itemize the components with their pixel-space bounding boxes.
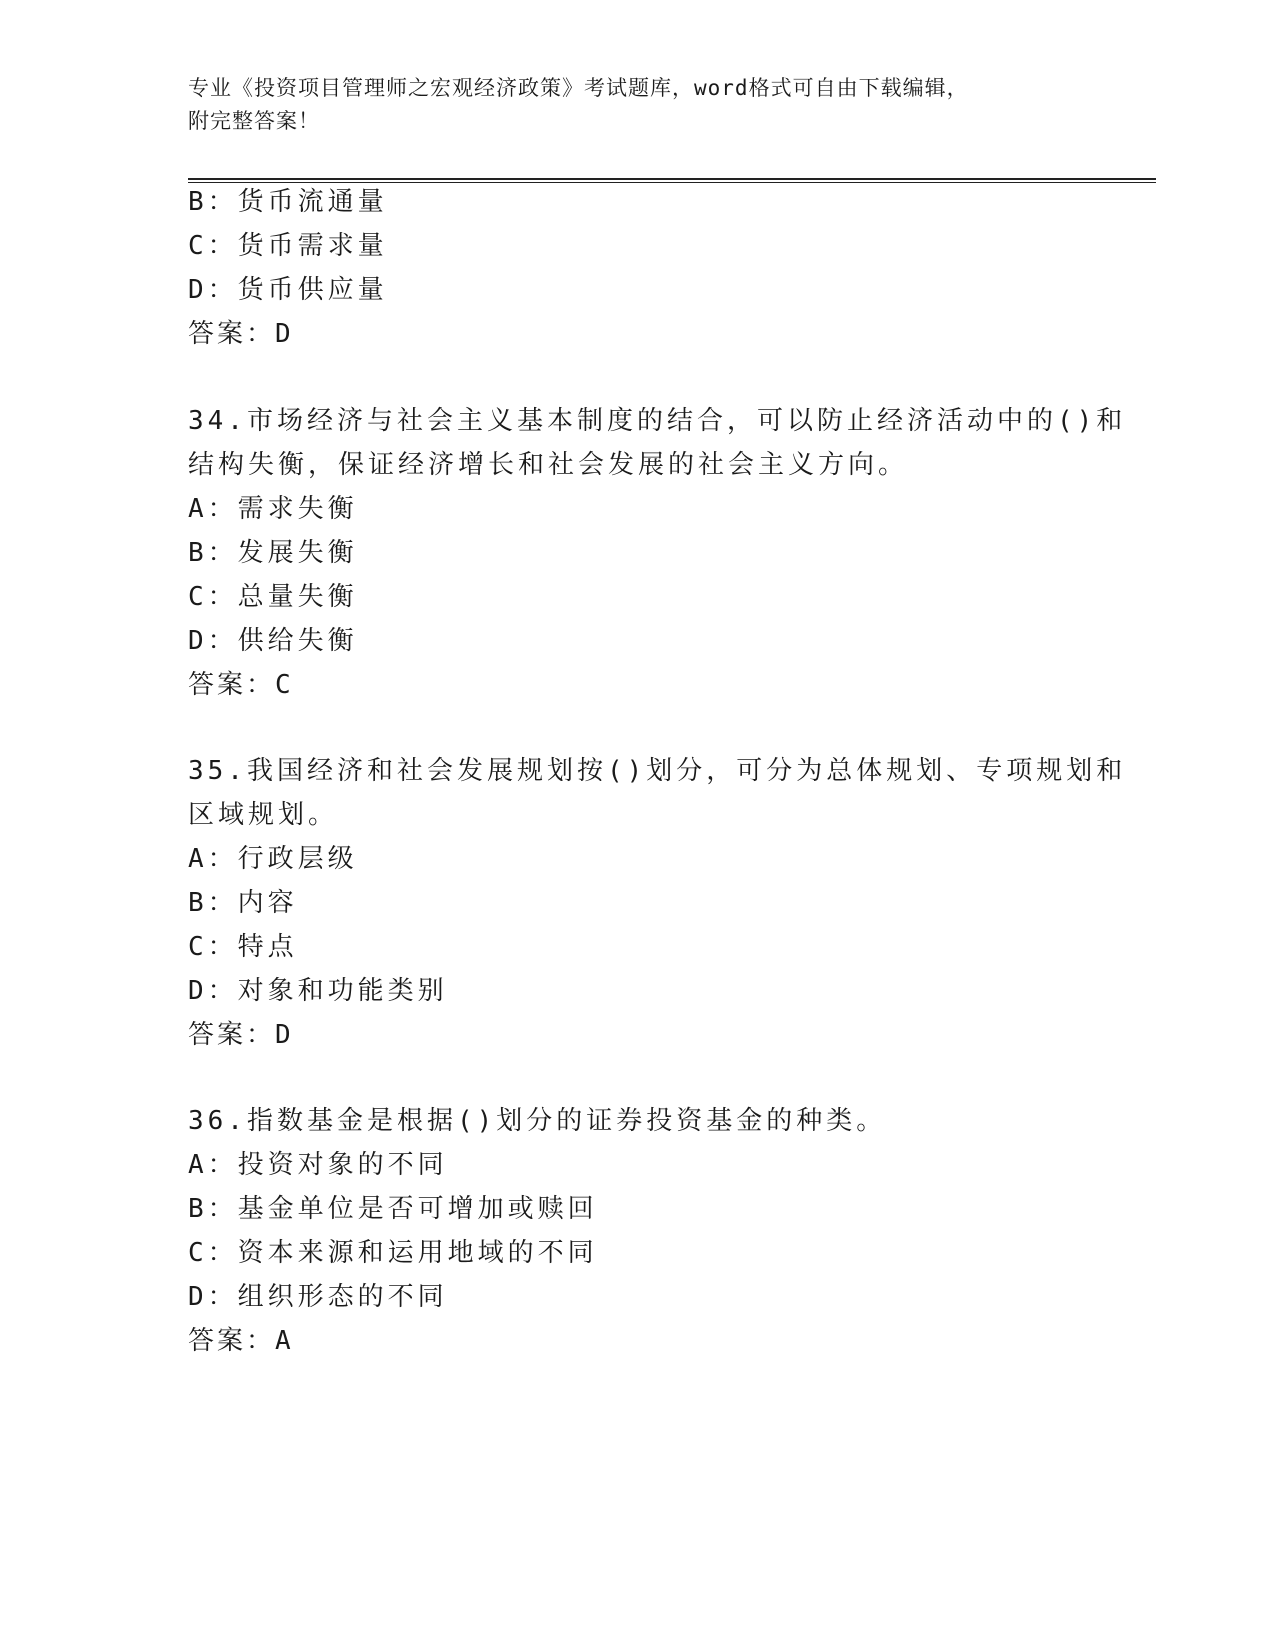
q34-stem-line-1: 34.市场经济与社会主义基本制度的结合，可以防止经济活动中的()和 [188, 406, 1127, 436]
q35-option-d: D：对象和功能类别 [188, 976, 448, 1006]
q34-stem-line-2: 结构失衡，保证经济增长和社会发展的社会主义方向。 [188, 450, 909, 480]
q36-option-c: C：资本来源和运用地域的不同 [188, 1238, 598, 1268]
q36-stem-line-1: 36.指数基金是根据()划分的证券投资基金的种类。 [188, 1106, 887, 1136]
header-divider [188, 178, 1156, 183]
q36-option-b: B：基金单位是否可增加或赎回 [188, 1194, 598, 1224]
q34-option-a: A：需求失衡 [188, 494, 358, 524]
q34-option-d: D：供给失衡 [188, 626, 358, 656]
q34-option-b: B：发展失衡 [188, 538, 358, 568]
q35-option-a: A：行政层级 [188, 844, 358, 874]
q34-answer: 答案：C [188, 670, 294, 700]
document-header [188, 72, 1088, 138]
header-line-2: 附完整答案！ [188, 109, 320, 133]
q35-option-c: C：特点 [188, 932, 298, 962]
q35-stem-line-1: 35.我国经济和社会发展规划按()划分，可分为总体规划、专项规划和 [188, 756, 1127, 786]
q34-option-c: C：总量失衡 [188, 582, 358, 612]
q33-answer: 答案：D [188, 319, 294, 349]
q36-answer: 答案：A [188, 1326, 294, 1356]
q35-stem-line-2: 区域规划。 [188, 800, 339, 830]
q33-option-b: B：货币流通量 [188, 187, 388, 217]
q33-option-c: C：货币需求量 [188, 231, 388, 261]
q36-option-d: D：组织形态的不同 [188, 1282, 448, 1312]
q35-answer: 答案：D [188, 1020, 294, 1050]
header-line-1: 专业《投资项目管理师之宏观经济政策》考试题库，word格式可自由下载编辑， [188, 76, 969, 100]
q35-option-b: B：内容 [188, 888, 298, 918]
q36-option-a: A：投资对象的不同 [188, 1150, 448, 1180]
q33-option-d: D：货币供应量 [188, 275, 388, 305]
